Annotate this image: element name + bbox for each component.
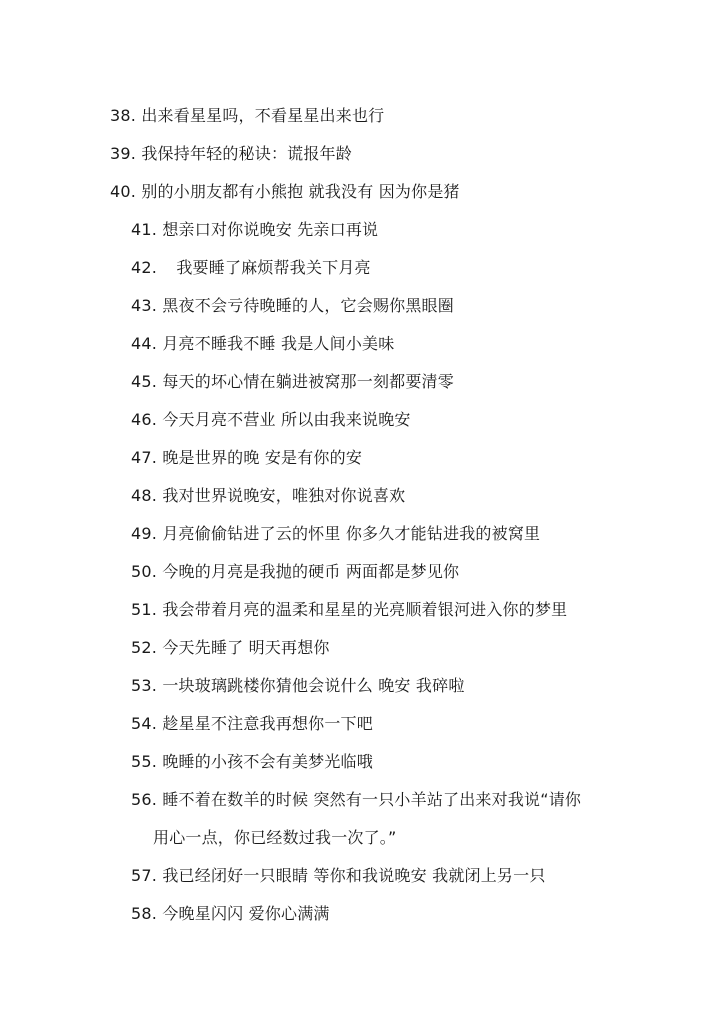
item-text: 今晚星闪闪 爱你心满满 [162, 904, 330, 923]
item-text: 我对世界说晚安，唯独对你说喜欢 [162, 486, 406, 505]
list-item [110, 144, 352, 164]
item-number: 55. [131, 752, 158, 771]
item-number: 49. [131, 524, 158, 543]
item-text: 月亮不睡我不睡 我是人间小美味 [162, 334, 395, 353]
item-number: 39. [110, 144, 137, 163]
list-item [131, 486, 405, 506]
item-number: 50. [131, 562, 158, 581]
item-text: 每天的坏心情在躺进被窝那一刻都要清零 [162, 372, 454, 391]
item-number: 54. [131, 714, 158, 733]
item-number: 43. [131, 296, 158, 315]
list-item [131, 752, 373, 772]
item-text: 今晚的月亮是我抛的硬币 两面都是梦见你 [162, 562, 460, 581]
list-item [131, 790, 581, 810]
list-item [131, 410, 411, 430]
item-number: 47. [131, 448, 158, 467]
item-text: 我会带着月亮的温柔和星星的光亮顺着银河进入你的梦里 [162, 600, 568, 619]
item-text: 出来看星星吗，不看星星出来也行 [141, 106, 385, 125]
item-text: 趁星星不注意我再想你一下吧 [162, 714, 373, 733]
item-number: 46. [131, 410, 158, 429]
item-number: 44. [131, 334, 158, 353]
list-item [131, 866, 546, 886]
item-text: 一块玻璃跳楼你猜他会说什么 晚安 我碎啦 [162, 676, 465, 695]
list-item [131, 714, 373, 734]
item-text: 别的小朋友都有小熊抱 就我没有 因为你是猪 [141, 182, 460, 201]
list-item-continuation [153, 828, 397, 848]
item-number: 38. [110, 106, 137, 125]
list-item [131, 600, 567, 620]
list-item [131, 220, 378, 240]
item-number: 53. [131, 676, 158, 695]
item-number: 40. [110, 182, 137, 201]
item-text: 睡不着在数羊的时候 突然有一只小羊站了出来对我说“请你 [162, 790, 582, 809]
item-number: 58. [131, 904, 158, 923]
item-text: 月亮偷偷钻进了云的怀里 你多久才能钻进我的被窝里 [162, 524, 541, 543]
item-number: 52. [131, 638, 158, 657]
list-item [131, 372, 454, 392]
item-text: 今天先睡了 明天再想你 [162, 638, 330, 657]
item-number: 42. [131, 258, 158, 277]
item-text: 今天月亮不营业 所以由我来说晚安 [162, 410, 411, 429]
item-number: 48. [131, 486, 158, 505]
item-text: 我保持年轻的秘诀：谎报年龄 [141, 144, 352, 163]
item-text: 黑夜不会亏待晚睡的人，它会赐你黑眼圈 [162, 296, 454, 315]
list-item [110, 106, 384, 126]
item-text: 用心一点，你已经数过我一次了。” [153, 828, 397, 847]
item-number: 51. [131, 600, 158, 619]
item-text: 晚是世界的晚 安是有你的安 [162, 448, 363, 467]
list-item [131, 524, 540, 544]
item-text: 我要睡了麻烦帮我关下月亮 [176, 258, 371, 277]
list-item [131, 448, 362, 468]
list-item [131, 258, 371, 278]
list-item [131, 638, 330, 658]
list-item [110, 182, 460, 202]
item-text: 我已经闭好一只眼睛 等你和我说晚安 我就闭上另一只 [162, 866, 546, 885]
list-item [131, 562, 459, 582]
list-item [131, 904, 330, 924]
item-number: 45. [131, 372, 158, 391]
list-item [131, 296, 454, 316]
item-number: 57. [131, 866, 158, 885]
list-item [131, 334, 394, 354]
item-text: 晚睡的小孩不会有美梦光临哦 [162, 752, 373, 771]
item-number: 41. [131, 220, 158, 239]
item-text: 想亲口对你说晚安 先亲口再说 [162, 220, 379, 239]
item-number: 56. [131, 790, 158, 809]
list-item [131, 676, 465, 696]
